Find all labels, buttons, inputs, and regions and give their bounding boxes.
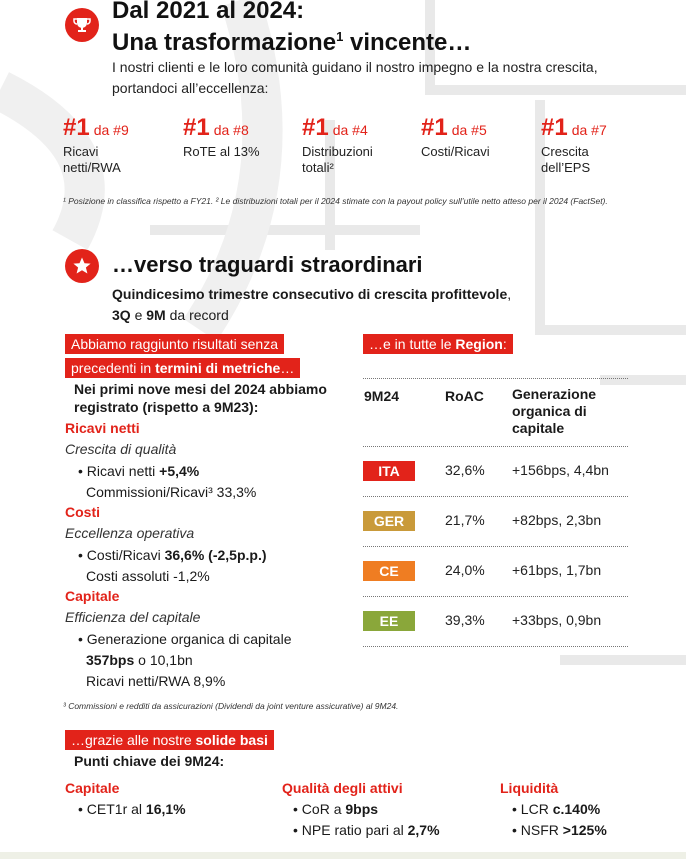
bullet-value: 2,7% <box>407 822 440 838</box>
capitale-bullet-1: • Generazione organica di capitale <box>78 631 292 647</box>
bottom-capitale-title: Capitale <box>65 780 120 796</box>
subtitle-part: 3Q <box>112 307 131 323</box>
tag-text: … <box>280 360 295 376</box>
region-generation: +82bps, 2,3bn <box>512 512 602 528</box>
ranking-item <box>541 114 611 176</box>
tag-text: …grazie alle nostre <box>71 732 196 748</box>
bullet-text: Costi/Ricavi <box>86 547 165 563</box>
bullet-value: (-2,5p.p.) <box>204 547 267 563</box>
bullet-text: Ricavi netti <box>86 463 160 479</box>
bullet-value: 36,6% <box>164 547 205 563</box>
region-roac: 21,7% <box>445 512 485 528</box>
ranking-item <box>63 114 143 176</box>
tag-text: precedenti in <box>71 360 156 376</box>
ricavi-bullet-1: • Ricavi netti +5,4% <box>78 463 200 479</box>
foundations-intro: Punti chiave dei 9M24: <box>74 753 225 769</box>
rank-value: #1 <box>183 114 210 141</box>
bullet-value: >125% <box>562 822 607 838</box>
table-divider <box>363 546 628 547</box>
tag-bold-text: Region <box>455 336 503 352</box>
bullet-value: 9bps <box>345 801 379 817</box>
subtitle-part: , <box>507 286 512 302</box>
ricavi-title: Ricavi netti <box>65 420 140 436</box>
bullet-text: LCR <box>520 801 553 817</box>
section-subtitle <box>112 284 552 326</box>
ricavi-bullet-2: Commissioni/Ricavi³ 33,3% <box>86 484 257 500</box>
rank-from: da #7 <box>571 122 607 138</box>
table-header-generation: Generazione organica di capitale <box>512 386 597 436</box>
rank-value: #1 <box>421 114 448 141</box>
costi-title: Costi <box>65 504 100 520</box>
capitale-bullet-2 <box>86 650 193 671</box>
bullet-text: Generazione organica di capitale <box>86 631 292 647</box>
subtitle-part: 9M <box>146 307 166 323</box>
region-roac: 32,6% <box>445 462 485 478</box>
title-superscript: 1 <box>336 29 344 44</box>
ranking-item <box>183 114 283 160</box>
region-generation: +61bps, 1,7bn <box>512 562 602 578</box>
bottom-qualita-bullet-2: • NPE ratio pari al 2,7% <box>293 822 440 838</box>
table-divider <box>363 446 628 447</box>
rank-value: #1 <box>302 114 329 141</box>
bullet-text: CoR a <box>301 801 346 817</box>
title-text: Una trasformazione <box>112 29 337 56</box>
subtitle-part: da record <box>165 307 229 323</box>
tag-text: …e in tutte le <box>369 336 456 352</box>
left-intro: Nei primi nove mesi del 2024 abbiamo registrato (rispetto a 9M23): <box>74 381 327 415</box>
capitale-title: Capitale <box>65 588 120 604</box>
section-title: …verso traguardi straordinari <box>112 252 423 277</box>
bullet-text: CET1r al <box>86 801 146 817</box>
region-badge-ee: EE <box>363 611 415 631</box>
costi-bullet-1: • Costi/Ricavi 36,6% (-2,5p.p.) <box>78 547 267 563</box>
tag-text: : <box>502 336 507 352</box>
star-icon <box>65 249 99 283</box>
ranking-item <box>302 114 392 176</box>
table-divider <box>363 496 628 497</box>
bullet-value: 357bps <box>86 652 135 668</box>
rank-from: da #8 <box>213 122 249 138</box>
table-header-roac: RoAC <box>445 388 484 404</box>
bottom-qualita-bullet-1: • CoR a 9bps <box>293 801 379 817</box>
rank-from: da #5 <box>451 122 487 138</box>
region-roac: 39,3% <box>445 612 485 628</box>
region-badge-ita: ITA <box>363 461 415 481</box>
ranking-item <box>421 114 511 160</box>
bottom-capitale-bullet: • CET1r al 16,1% <box>78 801 186 817</box>
rank-label: Crescita dell’EPS <box>541 144 591 175</box>
tag-bold-text: solide basi <box>195 732 268 748</box>
metrics-tag-line2 <box>65 358 300 378</box>
rank-value: #1 <box>63 114 90 141</box>
bullet-text: NPE ratio pari al <box>301 822 408 838</box>
trophy-icon <box>65 8 99 42</box>
footnote-commissions: ³ Commissioni e redditi da assicurazioni (Dividendi da joint venture assicurative) al 9M24. <box>63 701 399 711</box>
ricavi-subtitle: Crescita di qualità <box>65 441 177 457</box>
title-line-1: Dal 2021 al 2024: <box>112 0 305 24</box>
costi-subtitle: Eccellenza operativa <box>65 525 195 541</box>
title-ending: vincente… <box>343 29 472 56</box>
tag-bold-text: termini di metriche <box>155 360 281 376</box>
table-divider <box>363 596 628 597</box>
subtitle-part: Quindicesimo trimestre consecutivo di crescita profittevole <box>112 286 508 302</box>
region-badge-ce: CE <box>363 561 415 581</box>
bottom-qualita-title: Qualità degli attivi <box>282 780 403 796</box>
capitale-bullet-3: Ricavi netti/RWA 8,9% <box>86 673 226 689</box>
title-line-2 <box>112 24 471 56</box>
table-divider <box>363 646 628 647</box>
metrics-tag-line1: Abbiamo raggiunto risultati senza <box>65 334 284 354</box>
rank-label: RoTE al 13% <box>183 144 260 159</box>
bullet-value: 16,1% <box>145 801 186 817</box>
bottom-liquidita-bullet-2: • NSFR >125% <box>512 822 607 838</box>
table-divider <box>363 378 628 379</box>
costi-bullet-2: Costi assoluti -1,2% <box>86 568 210 584</box>
bullet-text: o 10,1bn <box>134 652 193 668</box>
rank-from: da #9 <box>93 122 129 138</box>
bullet-value: +5,4% <box>159 463 200 479</box>
rank-label: Ricavi netti/RWA <box>63 144 121 175</box>
foundations-tag <box>65 730 274 750</box>
bottom-liquidita-title: Liquidità <box>500 780 559 796</box>
page-title <box>112 0 471 56</box>
bottom-liquidita-bullet-1: • LCR c.140% <box>512 801 601 817</box>
rank-value: #1 <box>541 114 568 141</box>
bullet-value: c.140% <box>552 801 601 817</box>
region-generation: +156bps, 4,4bn <box>512 462 609 478</box>
rank-label: Distribuzioni totali² <box>302 144 373 175</box>
region-tag <box>363 334 513 354</box>
bullet-text: NSFR <box>520 822 563 838</box>
rank-from: da #4 <box>332 122 368 138</box>
footnote-rankings: ¹ Posizione in classifica rispetto a FY21. ² Le distribuzioni totali per il 2024 stimate con la payout policy sull’utile netto atteso per il 2024 (FactSet). <box>63 196 608 206</box>
table-header-period: 9M24 <box>364 388 400 404</box>
rank-label: Costi/Ricavi <box>421 144 490 159</box>
region-generation: +33bps, 0,9bn <box>512 612 602 628</box>
capitale-subtitle: Efficienza del capitale <box>65 609 201 625</box>
header-subtitle: I nostri clienti e le loro comunità guidano il nostro impegno e la nostra crescita, portandoci all’eccellenza: <box>112 59 598 96</box>
region-roac: 24,0% <box>445 562 485 578</box>
subtitle-part: e <box>130 307 147 323</box>
region-badge-ger: GER <box>363 511 415 531</box>
